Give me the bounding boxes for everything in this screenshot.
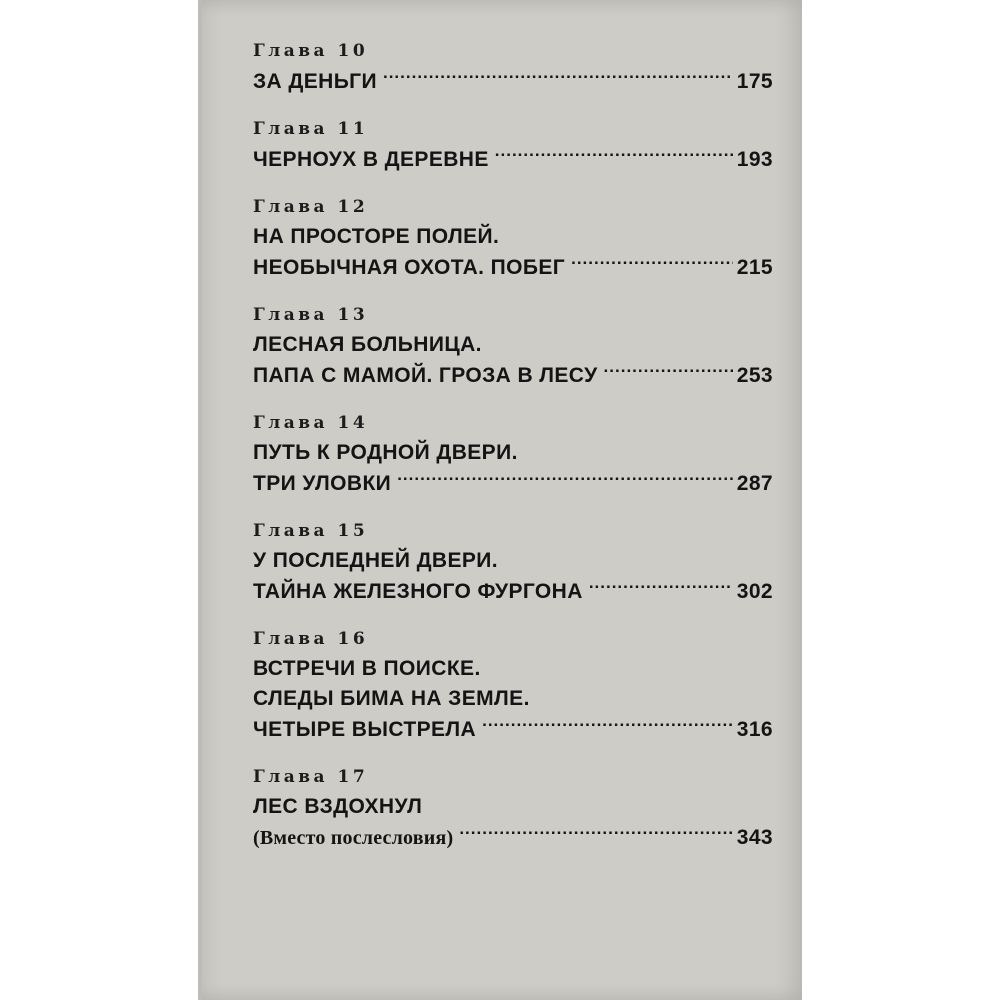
page-number: 316 xyxy=(736,718,773,741)
dot-leader xyxy=(589,576,733,598)
toc-entry xyxy=(253,116,773,174)
chapter-label: Глава 13 xyxy=(253,305,369,325)
chapter-title-line xyxy=(253,576,773,606)
dot-leader xyxy=(383,66,733,88)
page-number: 287 xyxy=(736,472,773,495)
toc-entry xyxy=(253,410,773,498)
chapter-label: Глава 16 xyxy=(253,629,369,649)
dot-leader xyxy=(604,360,733,382)
chapter-title-line xyxy=(253,144,773,174)
toc-entry xyxy=(253,302,773,390)
dot-leader xyxy=(482,714,733,736)
dot-leader xyxy=(571,252,733,274)
page-number: 215 xyxy=(736,256,773,279)
page-number: 302 xyxy=(736,580,773,603)
chapter-title-line xyxy=(253,66,773,96)
chapter-label: Глава 10 xyxy=(253,41,369,61)
toc-entry xyxy=(253,194,773,282)
chapter-title-line xyxy=(253,252,773,282)
dot-leader xyxy=(495,144,733,166)
dot-leader xyxy=(397,468,733,490)
chapter-label: Глава 12 xyxy=(253,197,369,217)
table-of-contents xyxy=(253,38,773,872)
chapter-title: ЧЕТЫРЕ ВЫСТРЕЛА xyxy=(253,718,477,741)
chapter-title-line xyxy=(253,360,773,390)
chapter-title-line xyxy=(253,714,773,744)
toc-entry xyxy=(253,626,773,744)
chapter-title: ТРИ УЛОВКИ xyxy=(253,472,392,495)
chapter-title: ВСТРЕЧИ В ПОИСКЕ. xyxy=(253,657,481,680)
chapter-title: ПУТЬ К РОДНОЙ ДВЕРИ. xyxy=(253,441,518,464)
page-number: 175 xyxy=(736,70,773,93)
chapter-label: Глава 11 xyxy=(253,119,369,139)
chapter-title: ЛЕСНАЯ БОЛЬНИЦА. xyxy=(253,333,482,356)
chapter-title: НА ПРОСТОРЕ ПОЛЕЙ. xyxy=(253,225,500,248)
chapter-title: У ПОСЛЕДНЕЙ ДВЕРИ. xyxy=(253,549,499,572)
chapter-title: ЗА ДЕНЬГИ xyxy=(253,70,377,93)
toc-entry xyxy=(253,764,773,852)
chapter-title: СЛЕДЫ БИМА НА ЗЕМЛЕ. xyxy=(253,687,530,710)
chapter-title: ЧЕРНОУХ В ДЕРЕВНЕ xyxy=(253,148,489,171)
toc-entry xyxy=(253,38,773,96)
page-number: 193 xyxy=(736,148,773,171)
page-edge xyxy=(198,0,202,1000)
chapter-subtitle: (Вместо послесловия) xyxy=(253,827,454,849)
chapter-title-line xyxy=(253,822,773,852)
page-number: 253 xyxy=(736,364,773,387)
toc-entry xyxy=(253,518,773,606)
chapter-title: НЕОБЫЧНАЯ ОХОТА. ПОБЕГ xyxy=(253,256,566,279)
chapter-title: ТАЙНА ЖЕЛЕЗНОГО ФУРГОНА xyxy=(253,580,583,603)
chapter-title-line xyxy=(253,468,773,498)
page-number: 343 xyxy=(736,826,773,849)
chapter-label: Глава 15 xyxy=(253,521,369,541)
dot-leader xyxy=(459,822,732,844)
chapter-label: Глава 14 xyxy=(253,413,369,433)
chapter-title: ЛЕС ВЗДОХНУЛ xyxy=(253,795,423,818)
chapter-label: Глава 17 xyxy=(253,767,369,787)
chapter-title: ПАПА С МАМОЙ. ГРОЗА В ЛЕСУ xyxy=(253,364,598,387)
